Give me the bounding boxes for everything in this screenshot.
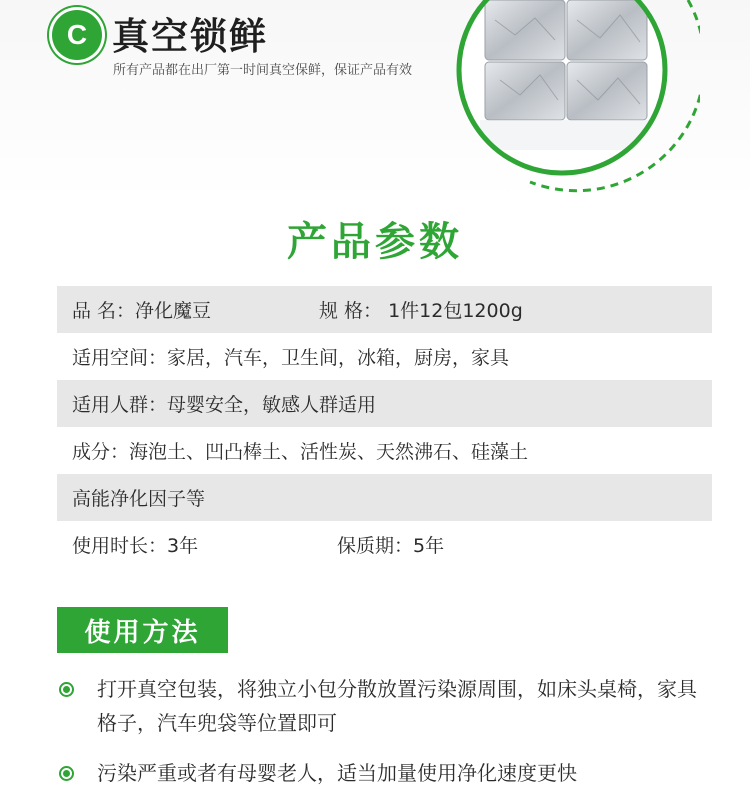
applicable-spaces: 适用空间：家居，汽车，卫生间，冰箱，厨房，家具 [72,347,510,369]
usage-item-text: 打开真空包装，将独立小包分散放置污染源周围，如床头桌椅，家具格子，汽车兜袋等位置即可 [97,677,697,735]
product-name: 品 名：净化魔豆 [72,300,212,322]
shelf-life: 保质期：5年 [337,535,445,557]
bullet-icon [59,682,74,697]
product-spec: 规 格： 1件12包1200g [319,300,523,322]
bullet-icon [59,766,74,781]
section-title: 产品参数 [287,219,463,265]
params-row [57,474,712,521]
header-title: 真空锁鲜 [112,15,268,58]
header-section [0,0,750,200]
usage-item-text: 污染严重或者有母婴老人，适当加量使用净化速度更快 [97,761,577,785]
params-row [57,380,712,427]
params-row [57,521,712,568]
usage-duration: 使用时长：3年 [72,535,199,557]
vacuum-pack-illustration [440,0,700,200]
ingredients: 成分：海泡土、凹凸棒土、活性炭、天然沸石、硅藻土 [72,441,529,463]
svg-text:C: C [66,19,88,50]
applicable-people: 适用人群：母婴安全，敏感人群适用 [72,394,377,416]
params-row [57,286,712,333]
c-logo-icon [52,10,102,60]
usage-list [57,672,697,790]
ingredients-extra: 高能净化因子等 [72,488,206,510]
params-table [57,286,712,568]
params-row [57,427,712,474]
usage-tag: 使用方法 [57,607,228,653]
usage-item [57,756,697,790]
usage-item [57,672,697,740]
params-row [57,333,712,380]
header-description: 所有产品都在出厂第一时间真空保鲜，保证产品有效 [113,63,413,78]
